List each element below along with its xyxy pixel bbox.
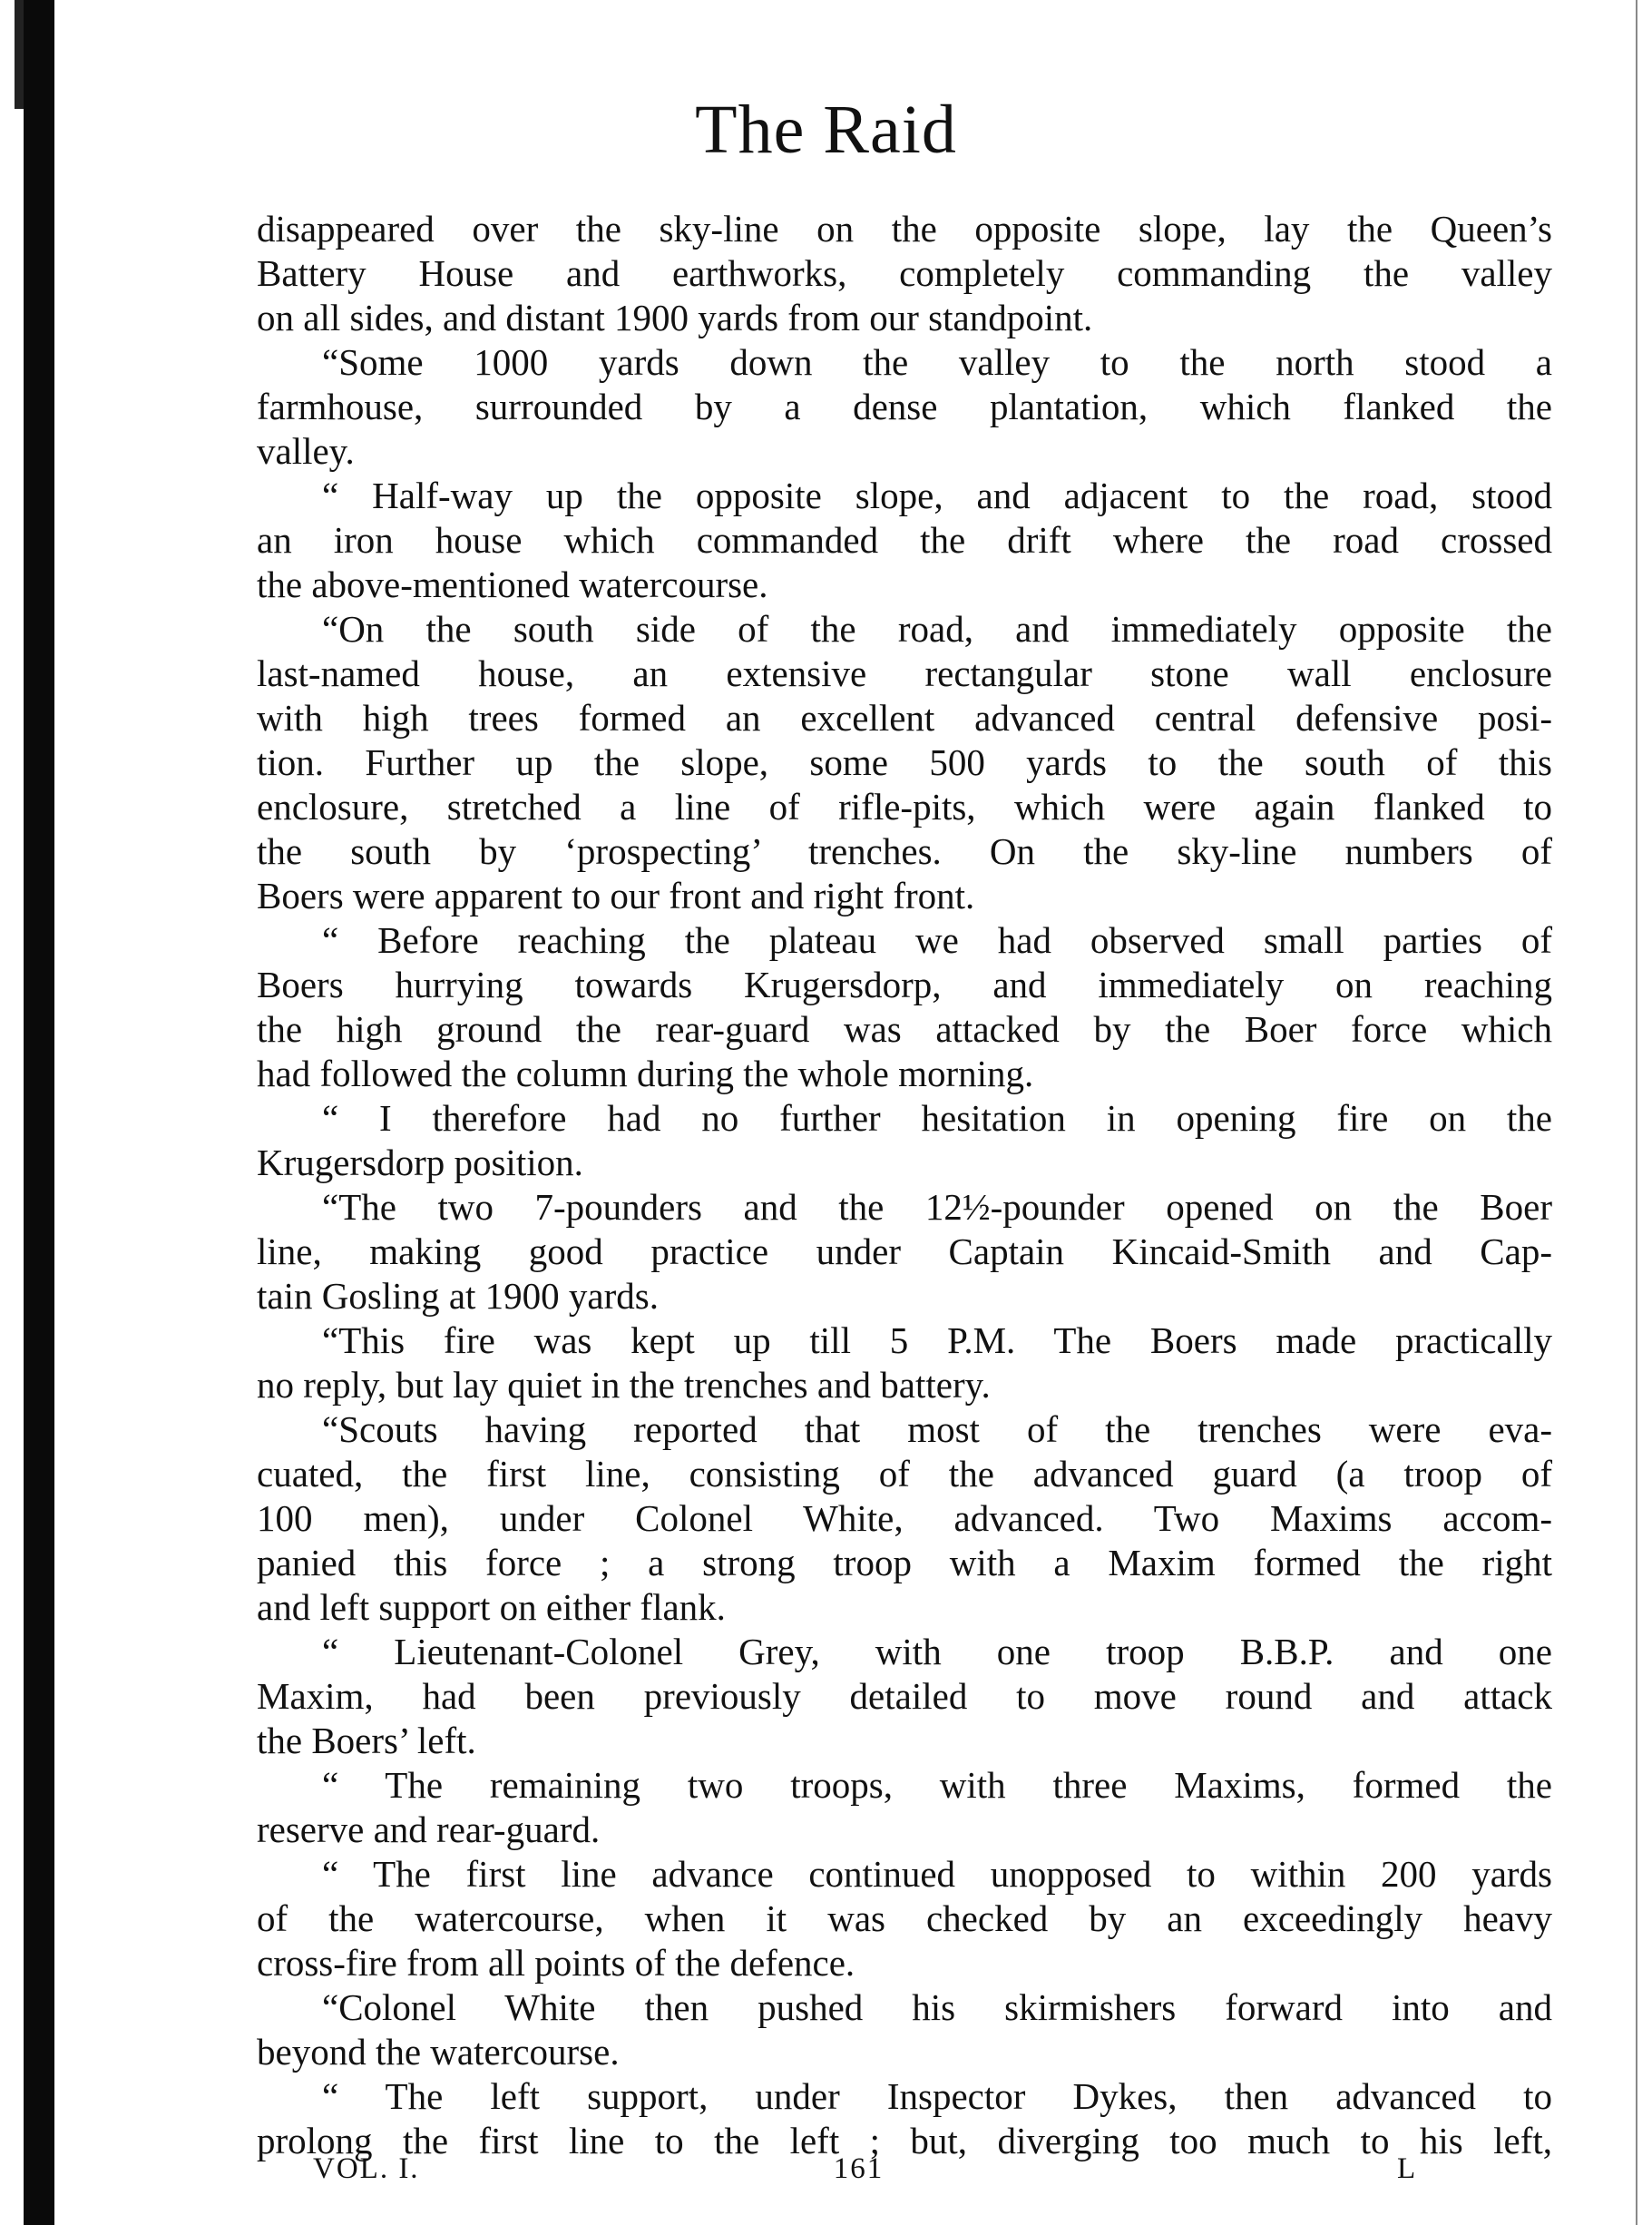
page-edge-rule (1636, 0, 1637, 2225)
text-line: Maxim, had been previously detailed to move round and attack (257, 1675, 1552, 1717)
text-line: of the watercourse, when it was checked by an exceedingly heavy (257, 1897, 1552, 1939)
text-line: “The two 7-pounders and the 12½-pounder opened on the Boer (322, 1186, 1552, 1228)
text-line: Battery House and earthworks, completely commanding the valley (257, 252, 1552, 294)
paragraph (257, 1318, 1552, 1407)
text-line: on all sides, and distant 1900 yards from our standpoint. (257, 297, 1093, 338)
text-line: “ The left support, under Inspector Dykes, then advanced to (322, 2075, 1552, 2117)
text-line: “ Half-way up the opposite slope, and adjacent to the road, stood (322, 475, 1552, 516)
text-line: Krugersdorp position. (257, 1142, 583, 1183)
paragraph (257, 207, 1552, 340)
text-line: farmhouse, surrounded by a dense plantation, which flanked the (257, 386, 1552, 427)
text-line: “ Before reaching the plateau we had observed small parties of (322, 919, 1552, 961)
text-line: the high ground the rear-guard was attacked by the Boer force which (257, 1008, 1552, 1050)
paragraph (257, 1407, 1552, 1630)
scanned-binding-edge (24, 0, 54, 2225)
text-line: with high trees formed an excellent advanced central defensive posi- (257, 697, 1552, 739)
text-line: “ I therefore had no further hesitation in opening fire on the (322, 1097, 1552, 1139)
text-line: “Some 1000 yards down the valley to the north stood a (322, 341, 1552, 383)
text-line: enclosure, stretched a line of rifle-pits, which were again flanked to (257, 786, 1552, 828)
text-line: “ The first line advance continued unopposed to within 200 yards (322, 1853, 1552, 1895)
paragraph (257, 918, 1552, 1096)
volume-label: VOL. I. (313, 2152, 420, 2185)
text-line: valley. (257, 430, 355, 472)
signature-mark: L (1397, 2152, 1416, 2185)
text-line: tain Gosling at 1900 yards. (257, 1275, 659, 1317)
text-line: “ The remaining two troops, with three Maxims, formed the (322, 1764, 1552, 1806)
text-line: “Scouts having reported that most of the trenches were eva- (322, 1408, 1552, 1450)
text-line: “This fire was kept up till 5 P.M. The Boers made practically (322, 1319, 1552, 1361)
paragraph (257, 1985, 1552, 2074)
text-line: “On the south side of the road, and immediately opposite the (322, 608, 1552, 650)
text-line: prolong the first line to the left ; but, diverging too much to his left, (257, 2120, 1552, 2161)
text-line: beyond the watercourse. (257, 2031, 620, 2073)
text-line: no reply, but lay quiet in the trenches and battery. (257, 1364, 991, 1406)
text-line: “ Lieutenant-Colonel Grey, with one troop B.B.P. and one (322, 1631, 1552, 1672)
text-line: the above-mentioned watercourse. (257, 564, 768, 605)
page-number: 161 (833, 2152, 885, 2185)
paragraph (257, 1630, 1552, 1763)
text-line: Boers were apparent to our front and right front. (257, 875, 975, 916)
text-line: tion. Further up the slope, some 500 yards to the south of this (257, 741, 1552, 783)
paragraph (257, 474, 1552, 607)
text-line: an iron house which commanded the drift where the road crossed (257, 519, 1552, 561)
running-head-title: The Raid (695, 92, 957, 168)
text-line: reserve and rear-guard. (257, 1808, 601, 1850)
paragraph (257, 1185, 1552, 1318)
text-line: the south by ‘prospecting’ trenches. On the sky-line numbers of (257, 830, 1552, 872)
text-line: Boers hurrying towards Krugersdorp, and immediately on reaching (257, 964, 1552, 1005)
body-text (257, 207, 1552, 2163)
text-line: last-named house, an extensive rectangular stone wall enclosure (257, 652, 1552, 694)
text-line: line, making good practice under Captain Kincaid-Smith and Cap- (257, 1230, 1552, 1272)
paragraph (257, 1763, 1552, 1852)
text-line: had followed the column during the whole morning. (257, 1053, 1034, 1094)
paragraph (257, 2074, 1552, 2163)
text-line: panied this force ; a strong troop with a Maxim formed the right (257, 1542, 1552, 1583)
text-line: 100 men), under Colonel White, advanced. Two Maxims accom- (257, 1497, 1552, 1539)
text-line: cuated, the first line, consisting of the advanced guard (a troop of (257, 1453, 1552, 1495)
text-line: the Boers’ left. (257, 1720, 476, 1761)
paragraph (257, 340, 1552, 474)
paragraph (257, 1096, 1552, 1185)
text-line: cross-fire from all points of the defence. (257, 1942, 855, 1984)
paragraph (257, 607, 1552, 918)
text-line: “Colonel White then pushed his skirmishers forward into and (322, 1986, 1552, 2028)
paragraph (257, 1852, 1552, 1985)
text-line: disappeared over the sky-line on the opposite slope, lay the Queen’s (257, 208, 1552, 250)
text-line: and left support on either flank. (257, 1586, 726, 1628)
